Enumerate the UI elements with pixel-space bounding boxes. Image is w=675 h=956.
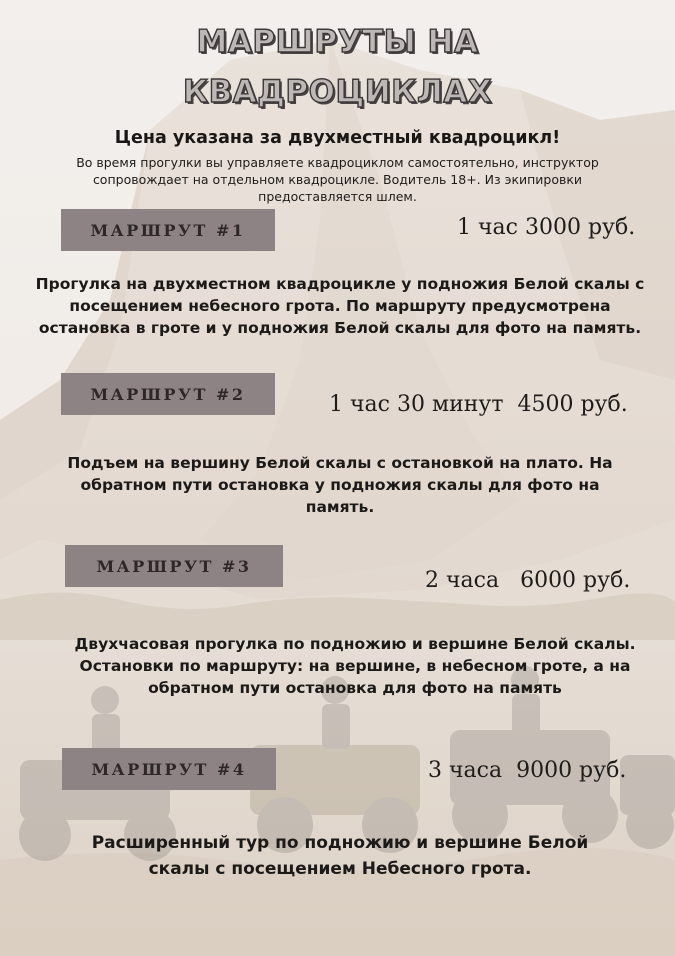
intro-text: Во время прогулки вы управляете квадроциклом самостоятельно, инструктор сопровождает на отдельном квадроцикле. Водитель 18+. Из экипировки предоставляется шлем. xyxy=(76,155,599,204)
route-4-label: МАРШРУТ #4 xyxy=(62,748,276,790)
route-4-description: Расширенный тур по подножию и вершине Белой скалы с посещением Небесного грота. xyxy=(91,833,589,879)
page-title-line-2: КВАДРОЦИКЛАХ xyxy=(182,74,493,110)
page-title-line-1: МАРШРУТЫ НА xyxy=(196,24,479,60)
route-3-label: МАРШРУТ #3 xyxy=(65,545,283,587)
route-3-price: 2 часа 6000 руб. xyxy=(425,568,631,593)
route-4-price: 3 часа 9000 руб. xyxy=(428,758,627,783)
route-3-description: Двухчасовая прогулка по подножию и вершине Белой скалы. Остановки по маршруту: на вершине, в небесном гроте, а на обратном пути остановка для фото на память xyxy=(74,635,636,697)
route-1-label: МАРШРУТ #1 xyxy=(61,209,275,251)
route-2-label: МАРШРУТ #2 xyxy=(61,373,275,415)
route-2-price: 1 час 30 минут 4500 руб. xyxy=(329,392,628,417)
route-1-price: 1 час 3000 руб. xyxy=(457,215,636,240)
route-2-description: Подъем на вершину Белой скалы с остановкой на плато. На обратном пути остановка у подножия скалы для фото на память. xyxy=(67,454,613,516)
price-note: Цена указана за двухместный квадроцикл! xyxy=(114,128,561,148)
route-1-description: Прогулка на двухместном квадроцикле у подножия Белой скалы с посещением небесного грота. По маршруту предусмотрена остановка в гроте и у подножия Белой скалы для фото на память. xyxy=(35,275,645,337)
